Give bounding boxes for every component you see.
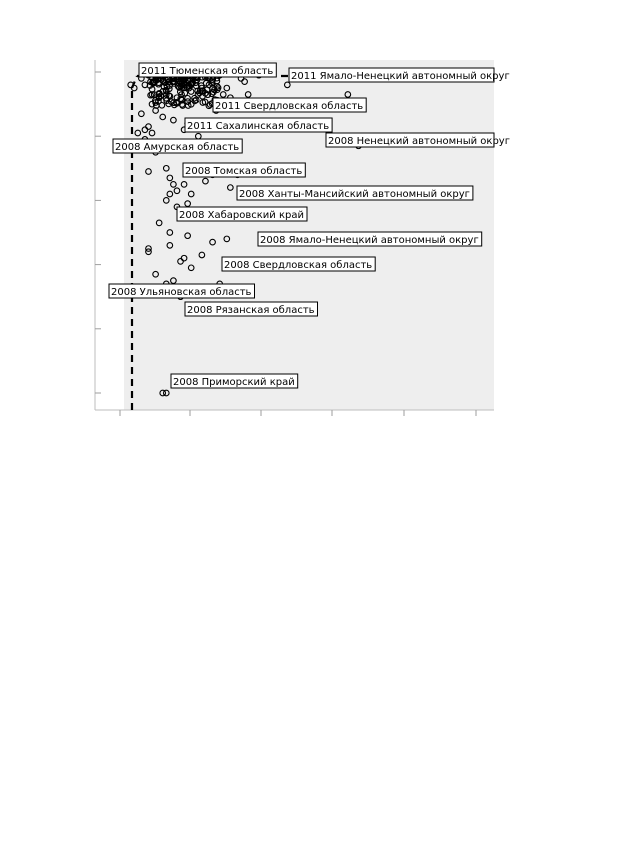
dense-point-cluster [147,73,221,108]
annotation-7 [183,163,305,177]
annotation-9 [177,207,307,221]
annotation-5 [326,133,510,147]
annotation-text: 2008 Ханты-Мансийский автономный округ [239,189,470,200]
annotation-text: 2011 Свердловская область [215,101,364,112]
annotation-1 [139,63,276,77]
annotation-text: 2011 Ямало-Ненецкий автономный округ [291,71,510,82]
annotation-text: 2008 Ульяновская область [111,287,252,298]
annotation-text: 2008 Хабаровский край [179,210,304,221]
annotation-text: 2008 Приморский край [173,377,295,388]
annotation-3 [213,98,366,112]
annotation-text: 2008 Ямало-Ненецкий автономный округ [260,235,479,246]
annotation-text: 2008 Свердловская область [224,260,373,271]
annotation-text: 2008 Томская область [185,166,303,177]
annotation-14 [171,374,298,388]
annotation-12 [109,284,255,298]
annotation-text: 2011 Тюменская область [141,66,274,77]
annotation-8 [237,186,473,200]
annotation-text: 2008 Рязанская область [187,305,315,316]
annotation-text: 2008 Амурская область [115,142,240,153]
annotation-13 [185,302,318,316]
annotation-10 [258,232,482,246]
annotation-4 [185,118,332,132]
annotation-6 [113,139,242,153]
annotation-2 [289,68,510,82]
annotation-text: 2011 Сахалинская область [187,121,330,132]
annotation-11 [222,257,375,271]
annotation-text: 2008 Ненецкий автономный округ [328,136,510,147]
